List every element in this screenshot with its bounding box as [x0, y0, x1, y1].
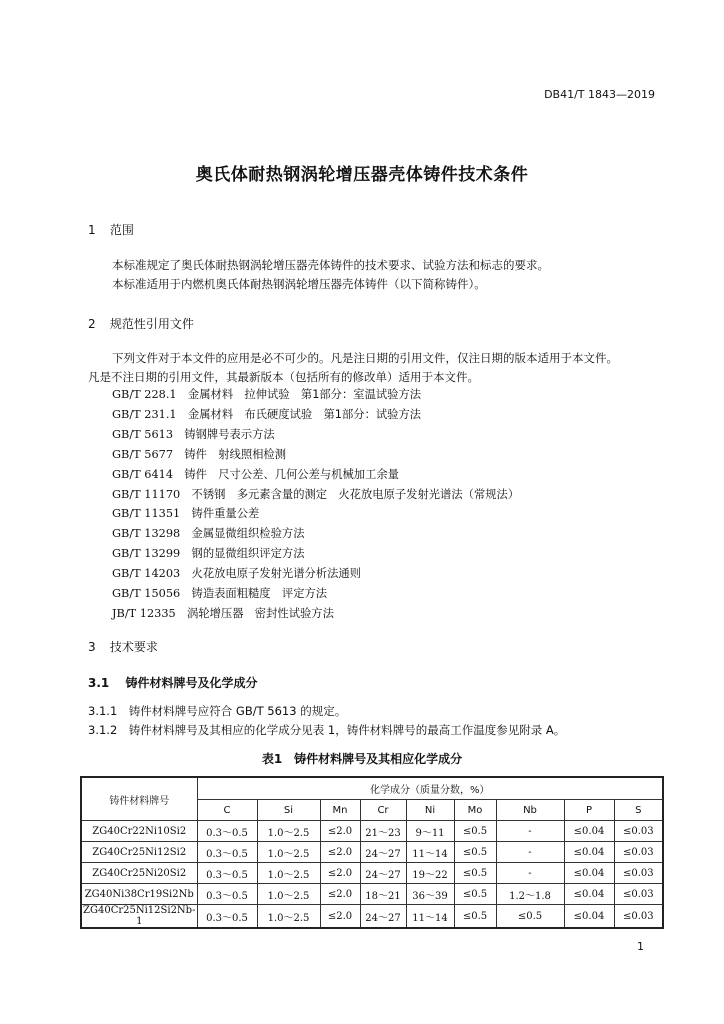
table-cell: 11～14: [406, 905, 454, 929]
table-cell: ≤0.04: [564, 905, 614, 929]
reference-title: 铸件重量公差: [191, 507, 260, 521]
table-cell: 24～27: [360, 905, 406, 929]
table-row: [81, 905, 663, 929]
element-header: Cr: [360, 800, 406, 821]
reference-item: [112, 524, 519, 544]
reference-title: 铸件 尺寸公差、几何公差与机械加工余量: [184, 467, 399, 481]
element-header: Nb: [496, 800, 564, 821]
table-cell: 0.3～0.5: [197, 884, 257, 905]
section-2-paragraph-line-1: 下列文件对于本文件的应用是必不可少的。凡是注日期的引用文件，仅注日期的版本适用于本文件。: [112, 351, 618, 365]
table-cell: -: [496, 821, 564, 842]
reference-item: [112, 485, 519, 505]
element-header: C: [197, 800, 257, 821]
table-caption: 表1 铸件材料牌号及其相应化学成分: [261, 752, 463, 766]
table-cell: -: [496, 842, 564, 863]
reference-item: [112, 604, 519, 624]
table-cell: ≤0.03: [614, 863, 663, 884]
table-cell: ≤0.04: [564, 863, 614, 884]
element-header: S: [614, 800, 663, 821]
table-cell: 0.3～0.5: [197, 842, 257, 863]
reference-item: [112, 425, 519, 445]
section-1-paragraph-2: 本标准适用于内燃机奥氏体耐热钢涡轮增压器壳体铸件（以下简称铸件）。: [112, 277, 486, 291]
reference-title: 涡轮增压器 密封性试验方法: [187, 606, 334, 620]
section-title: 技术要求: [109, 640, 158, 654]
reference-code: GB/T 11351: [112, 507, 181, 521]
element-header: P: [564, 800, 614, 821]
reference-code: GB/T 228.1: [112, 388, 177, 401]
reference-code: GB/T 5613: [112, 427, 174, 441]
table-row: [81, 821, 663, 842]
table-cell: ZG40Cr25Ni20Si2: [81, 863, 197, 884]
table-cell: 18～21: [360, 884, 406, 905]
table-cell: 11～14: [406, 842, 454, 863]
reference-item: [112, 504, 519, 524]
reference-title: 钢的显微组织评定方法: [191, 547, 305, 561]
table-cell: 1.0～2.5: [257, 821, 320, 842]
reference-title: 火花放电原子发射光谱分析法通则: [191, 567, 361, 581]
reference-code: GB/T 13298: [112, 527, 181, 541]
table-cell: 24～27: [360, 842, 406, 863]
reference-item: [112, 385, 519, 405]
table-row: [81, 863, 663, 884]
table-cell: ZG40Cr25Ni12Si2: [81, 842, 197, 863]
table-cell: ≤2.0: [320, 821, 360, 842]
reference-item: [112, 405, 519, 425]
section-2-heading: [88, 315, 194, 332]
document-code: DB41/T 1843—2019: [544, 88, 655, 101]
reference-item: [112, 544, 519, 564]
reference-title: 铸件 射线照相检测: [184, 447, 287, 461]
section-number: 1: [88, 223, 96, 237]
reference-title: 金属显微组织检验方法: [191, 527, 305, 541]
reference-item: [112, 465, 519, 485]
reference-code: GB/T 14203: [112, 567, 181, 581]
table-cell: ≤0.03: [614, 842, 663, 863]
element-header: Si: [257, 800, 320, 821]
section-number: 3: [88, 640, 96, 654]
grade-column-header: 铸件材料牌号: [81, 777, 197, 821]
reference-item: [112, 445, 519, 465]
table-cell: 1.0～2.5: [257, 884, 320, 905]
table-cell: ≤0.5: [454, 863, 496, 884]
clause-3-1-2: 3.1.2 铸件材料牌号及其相应的化学成分见表 1，铸件材料牌号的最高工作温度参见附录 A。: [88, 723, 566, 737]
table-cell: 1.0～2.5: [257, 905, 320, 929]
section-1-heading: [88, 221, 134, 238]
table-cell: 19～22: [406, 863, 454, 884]
table-cell: ≤0.04: [564, 821, 614, 842]
table-cell: ≤0.5: [454, 821, 496, 842]
table-cell: ≤2.0: [320, 863, 360, 884]
reference-code: GB/T 11170: [112, 487, 181, 501]
reference-item: [112, 564, 519, 584]
table-row: [81, 884, 663, 905]
subsection-number: 3.1: [88, 676, 110, 690]
table-cell: ZG40Ni38Cr19Si2Nb: [81, 884, 197, 905]
table-cell: ≤0.5: [454, 884, 496, 905]
reference-title: 金属材料 布氏硬度试验 第1部分：试验方法: [187, 407, 422, 421]
table-cell: 1.0～2.5: [257, 863, 320, 884]
table-cell: ≤0.03: [614, 905, 663, 929]
table-cell: 9～11: [406, 821, 454, 842]
reference-title: 不锈钢 多元素含量的测定 火花放电原子发射光谱法（常规法）: [191, 487, 520, 501]
header-row: [81, 777, 663, 800]
reference-title: 金属材料 拉伸试验 第1部分：室温试验方法: [187, 388, 422, 401]
section-number: 2: [88, 317, 96, 331]
table-cell: 36～39: [406, 884, 454, 905]
subsection-3-1-heading: [88, 674, 257, 691]
table-cell: ≤2.0: [320, 905, 360, 929]
reference-title: 铸造表面粗糙度 评定方法: [191, 587, 328, 601]
section-1-paragraph-1: 本标准规定了奥氏体耐热钢涡轮增压器壳体铸件的技术要求、试验方法和标志的要求。: [112, 258, 549, 272]
table-cell: ≤0.04: [564, 884, 614, 905]
normative-reference-list: [112, 385, 519, 624]
table-cell: 0.3～0.5: [197, 863, 257, 884]
table-row: [81, 842, 663, 863]
element-header: Mn: [320, 800, 360, 821]
table-cell: -: [496, 863, 564, 884]
table-cell: ≤0.5: [454, 842, 496, 863]
reference-code: JB/T 12335: [112, 606, 176, 620]
reference-title: 铸钢牌号表示方法: [184, 427, 275, 441]
table-cell: 0.3～0.5: [197, 821, 257, 842]
element-header: Mo: [454, 800, 496, 821]
page-number: 1: [637, 940, 644, 953]
table-cell: 24～27: [360, 863, 406, 884]
section-2-paragraph-line-2: 凡是不注日期的引用文件，其最新版本（包括所有的修改单）适用于本文件。: [88, 370, 479, 384]
reference-code: GB/T 13299: [112, 547, 181, 561]
reference-code: GB/T 6414: [112, 467, 174, 481]
section-3-heading: [88, 638, 158, 655]
table-cell: ZG40Cr25Ni12Si2Nb-1: [81, 905, 197, 929]
element-header: Ni: [406, 800, 454, 821]
reference-code: GB/T 231.1: [112, 407, 177, 421]
section-title: 规范性引用文件: [109, 317, 194, 331]
reference-item: [112, 584, 519, 604]
document-title: 奥氏体耐热钢涡轮增压器壳体铸件技术条件: [195, 165, 529, 185]
clause-3-1-1: 3.1.1 铸件材料牌号应符合 GB/T 5613 的规定。: [88, 704, 347, 718]
table-cell: ≤2.0: [320, 884, 360, 905]
table-cell: 1.2～1.8: [496, 884, 564, 905]
table-cell: ≤0.03: [614, 884, 663, 905]
table-cell: ≤0.03: [614, 821, 663, 842]
table-cell: ≤0.5: [454, 905, 496, 929]
table-cell: ZG40Cr22Ni10Si2: [81, 821, 197, 842]
table-cell: 21～23: [360, 821, 406, 842]
chemical-composition-table: [80, 776, 664, 929]
reference-code: GB/T 15056: [112, 587, 181, 601]
table-cell: ≤0.5: [496, 905, 564, 929]
section-title: 范围: [109, 223, 134, 237]
subsection-title: 铸件材料牌号及化学成分: [125, 676, 258, 690]
table-cell: ≤0.04: [564, 842, 614, 863]
composition-group-header: 化学成分（质量分数，%）: [197, 777, 663, 800]
reference-code: GB/T 5677: [112, 447, 174, 461]
table-cell: 0.3～0.5: [197, 905, 257, 929]
table-cell: 1.0～2.5: [257, 842, 320, 863]
table-cell: ≤2.0: [320, 842, 360, 863]
